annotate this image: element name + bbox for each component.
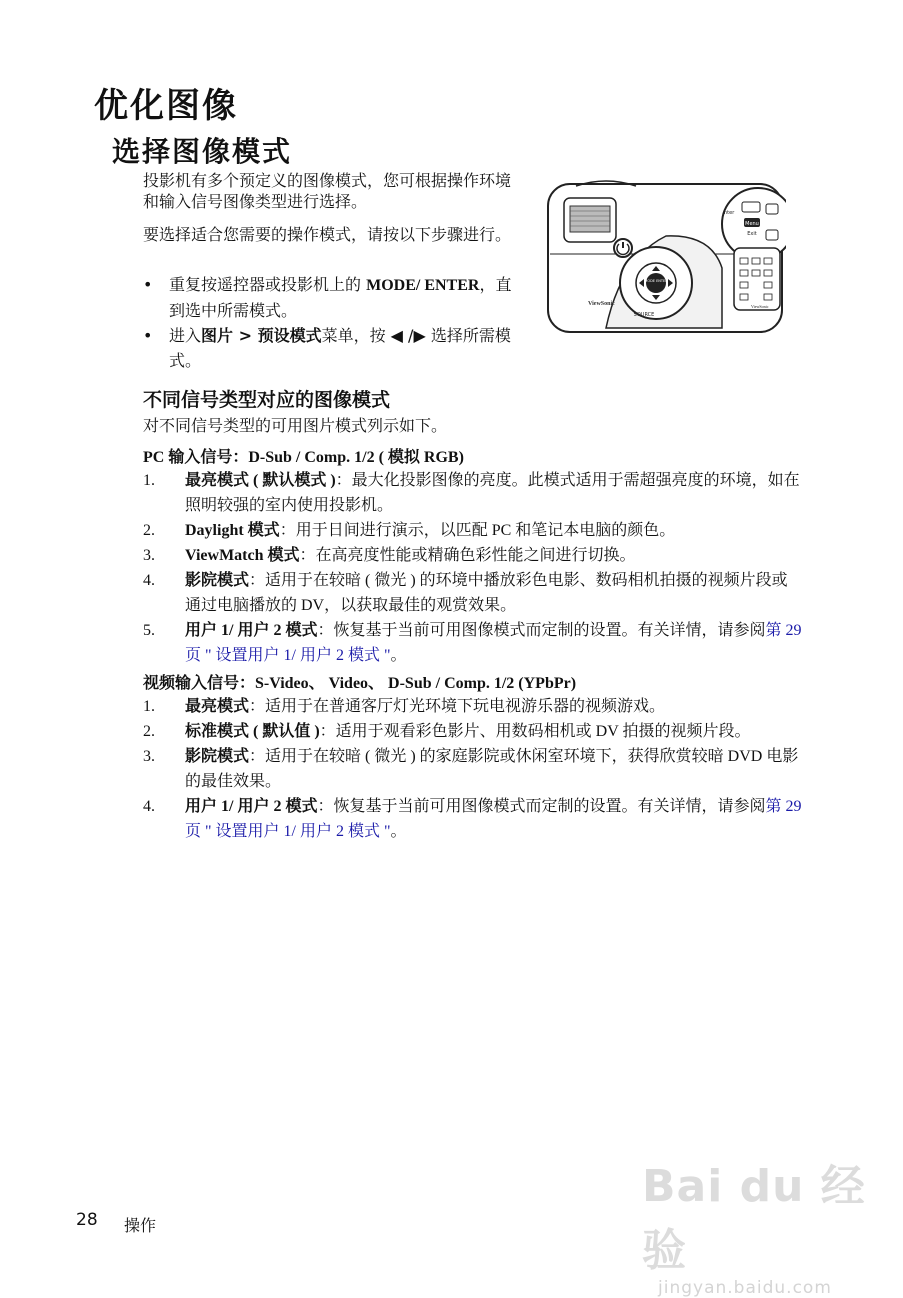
signal-description: 对不同信号类型的可用图片模式列示如下。 bbox=[143, 416, 448, 435]
signal-heading: 不同信号类型对应的图像模式 bbox=[143, 389, 391, 411]
remote-control bbox=[734, 248, 780, 310]
step-list bbox=[143, 272, 513, 373]
section-title: 选择图像模式 bbox=[112, 135, 293, 168]
list-item: 4. 用户 1/ 用户 2 模式：恢复基于当前可用图像模式而定制的设置。有关详情，请参阅第 29 页 " 设置用户 1/ 用户 2 模式 "。 bbox=[143, 798, 802, 840]
list-item: • 重复按遥控器或投影机上的 MODE/ ENTER，直到选中所需模式。 bbox=[143, 272, 513, 323]
list-item: 1. 最亮模式：适用于在普通客厅灯光环境下玩电视游乐器的视频游戏。 bbox=[143, 698, 666, 715]
page-29-link[interactable]: 第 29 页 " 设置用户 1/ 用户 2 模式 " bbox=[185, 622, 802, 664]
projector-brand: ViewSonic bbox=[588, 301, 615, 307]
watermark-url: jingyan.baidu.com bbox=[658, 1278, 832, 1298]
list-item: 2. 标准模式 ( 默认值 )：适用于观看彩色影片、用数码相机或 DV 拍摄的视频片段。 bbox=[143, 723, 751, 740]
source-key: SOURCE bbox=[633, 312, 655, 318]
list-item: 4. 影院模式：适用于在较暗 ( 微光 ) 的环境中播放彩色电影、数码相机拍摄的视频片段或通过电脑播放的 DV，以获取最佳的观赏效果。 bbox=[143, 572, 788, 614]
mode-enter-button bbox=[646, 273, 666, 293]
projector-remote-illustration bbox=[546, 178, 786, 336]
watermark-brand: Bai du 经验 bbox=[642, 1161, 866, 1276]
page-29-link[interactable]: 第 29 页 " 设置用户 1/ 用户 2 模式 " bbox=[185, 798, 802, 840]
list-item: 2. Daylight 模式：用于日间进行演示，以匹配 PC 和笔记本电脑的颜色。 bbox=[143, 522, 676, 539]
video-signal-heading: 视频输入信号：S-Video、 Video、 D-Sub / Comp. 1/2 (YPbPr) bbox=[143, 675, 577, 692]
video-mode-list bbox=[143, 694, 803, 844]
svg-text:Exit: Exit bbox=[747, 231, 757, 237]
svg-text:MODE ENTER: MODE ENTER bbox=[644, 279, 668, 283]
remote-brand: ViewSonic bbox=[751, 304, 769, 309]
lens-grille-icon bbox=[570, 206, 610, 232]
list-item: 1. 最亮模式 ( 默认模式 )：最大化投影图像的亮度。此模式适用于需超强亮度的环境，如在照明较强的室内使用投影机。 bbox=[143, 472, 800, 514]
footer-section-label: 操作 bbox=[124, 1216, 157, 1235]
baidu-watermark bbox=[642, 1150, 903, 1298]
bullet-icon: • bbox=[143, 275, 153, 294]
pc-mode-list bbox=[143, 468, 803, 668]
page-title: 优化图像 bbox=[94, 86, 238, 126]
list-item: 3. ViewMatch 模式：在高亮度性能或精确色彩性能之间进行切换。 bbox=[143, 547, 636, 564]
svg-text:Menu: Menu bbox=[745, 221, 759, 227]
page-number: 28 bbox=[76, 1210, 98, 1230]
svg-text:nter: nter bbox=[724, 210, 735, 216]
list-item: 3. 影院模式：适用于在较暗 ( 微光 ) 的家庭影院或休闲室环境下，获得欣赏较暗 DVD 电影的最佳效果。 bbox=[143, 748, 799, 790]
intro-paragraph-1: 投影机有多个预定义的图像模式，您可根据操作环境和输入信号图像类型进行选择。 bbox=[143, 171, 512, 211]
pc-signal-heading: PC 输入信号：D-Sub / Comp. 1/2 ( 模拟 RGB) bbox=[143, 449, 464, 466]
bullet-icon: • bbox=[143, 326, 153, 345]
list-item: 5. 用户 1/ 用户 2 模式：恢复基于当前可用图像模式而定制的设置。有关详情，请参阅第 29 页 " 设置用户 1/ 用户 2 模式 "。 bbox=[143, 622, 802, 664]
list-item: • 进入图片 > 预设模式菜单，按 ◀ /▶ 选择所需模式。 bbox=[143, 323, 513, 373]
intro-paragraph-2: 要选择适合您需要的操作模式，请按以下步骤进行。 bbox=[143, 225, 512, 244]
